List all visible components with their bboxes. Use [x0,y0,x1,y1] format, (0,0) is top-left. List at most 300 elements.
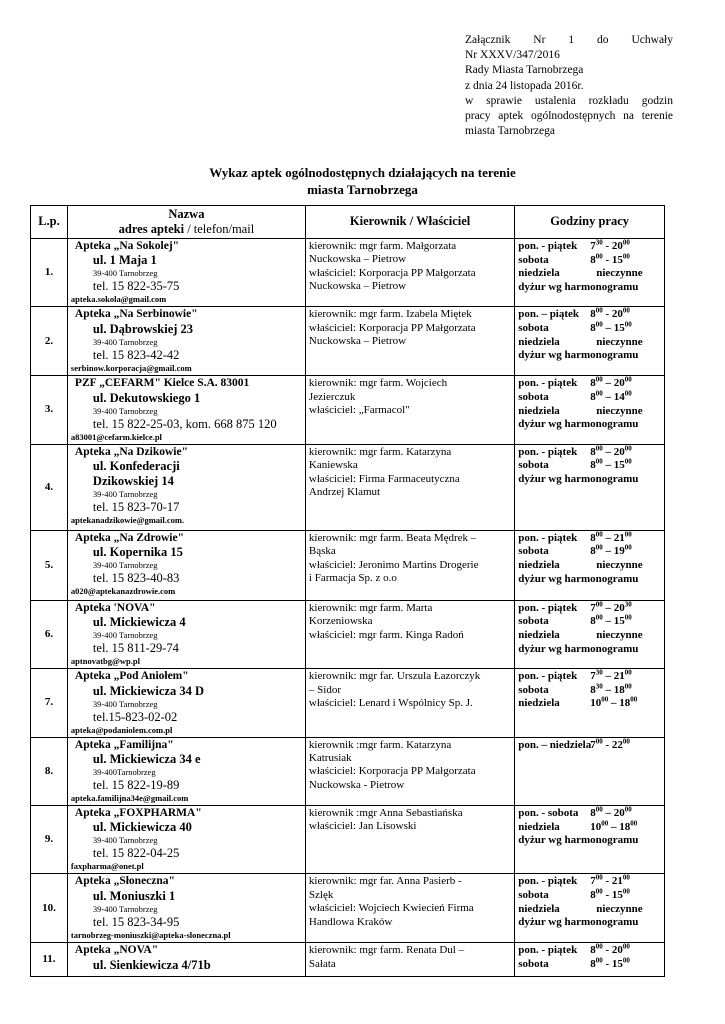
hours-day: pon. - piątek [518,240,578,252]
header-contact-label: / telefon/mail [184,222,255,236]
hours-to-min: 00 [624,805,632,814]
owner-cell [305,307,514,376]
owner-line: Korzeniowska [308,615,373,628]
hours-day: pon. - piątek [518,377,578,390]
pharmacy-email[interactable]: faxpharma@onet.pl [70,861,144,872]
pharmacy-cell [67,600,305,668]
hours-line [518,349,661,363]
hours-to-min: 00 [622,306,630,315]
owner-line: kierownik: mgr farm. Marta [308,601,433,614]
hours-day: sobota [518,545,549,558]
pharmacy-city: 39-400 Tarnobrzeg [92,903,158,914]
row-number: 11. [31,943,68,977]
hours-sep: – [602,683,614,696]
hours-from: 8 [590,377,596,390]
hours-to-min: 00 [622,736,630,745]
hours-line [518,532,661,546]
owner-line: kierownik: mgr farm. Katarzyna [308,445,452,458]
row-number: 2. [31,307,68,376]
pharmacy-cell [67,307,305,376]
resolution-reference [465,33,673,139]
row-number: 5. [31,530,68,600]
hours-cell [515,943,665,977]
owner-line: właściciel: Korporacja PP Małgorzata [308,266,476,279]
hours-to-min: 00 [630,818,638,827]
row-number: 9. [31,806,68,874]
owner-line: Nuckowska – Pietrow [308,335,407,348]
hours-line [518,875,661,889]
hours-day: pon. - piątek [518,944,578,957]
owner-cell [305,600,514,668]
owner-line: kierownik: mgr farm. Renata Dul – [308,944,465,957]
hours-from-min: 30 [595,238,603,247]
hours-line [518,459,661,473]
hours-from: 8 [590,807,596,820]
pharmacy-phone: tel. 15 823-34-95 [92,914,180,929]
table-row [31,737,665,805]
hours-from: 10 [590,697,602,710]
pharmacy-address: ul. Sienkiewicza 4/71b [92,957,211,972]
hours-to-min: 00 [624,530,632,539]
title-line: miasta Tarnobrzega [307,182,418,197]
hours-line [518,418,661,432]
hours-cell [515,600,665,668]
row-number: 7. [31,669,68,737]
pharmacy-email[interactable]: a020@aptekanazdrowie.com [70,586,176,597]
pharmacy-city: 39-400Tarnobrzeg [92,767,156,778]
hours-to-min: 30 [624,600,632,609]
hours-line [518,240,661,254]
hours-cell [515,307,665,376]
table-row [31,806,665,874]
pharmacy-email[interactable]: apteka@podaniolem.com.pl [70,724,173,735]
hours-line [518,251,661,268]
hours-text: dyżur wg harmonogramu [518,418,639,431]
pharmacy-name: Apteka „Słoneczna" [74,875,175,888]
hours-to: 18 [613,683,625,696]
hours-sep: – [608,820,620,833]
hours-day: pon. – piątek [518,308,580,321]
hours-cell [515,376,665,444]
owner-line: właściciel: Korporacja PP Małgorzata [308,321,476,334]
hours-from: 8 [590,615,596,628]
hours-sep: – [602,322,614,334]
hours-sep: - [602,875,612,888]
owner-cell [305,943,514,977]
table-row [31,669,665,737]
hours-line [518,377,661,391]
hours-to: 15 [613,459,625,472]
owner-cell [305,239,514,307]
hours-to-min: 00 [624,320,632,329]
hours-line [518,736,661,753]
hours-day: pon. - piątek [518,445,578,458]
owner-line: kierownik :mgr farm. Katarzyna [308,738,452,751]
hours-line [518,643,661,657]
hours-from: 8 [590,531,596,544]
hours-from: 8 [590,683,596,696]
pharmacy-city: 39-400 Tarnobrzeg [92,489,158,500]
header-line: miasta Tarnobrzega [465,125,555,138]
pharmacy-phone: tel. 15 822-35-75 [92,279,180,294]
hours-to-min: 00 [622,873,630,882]
hours-to: 21 [613,531,625,544]
hours-line [518,818,661,835]
row-number: 6. [31,600,68,668]
hours-text: dyżur wg harmonogramu [518,834,639,847]
hours-to: 15 [613,615,625,628]
hours-text: nieczynne [596,902,643,915]
hours-to: 18 [619,697,631,710]
pharmacy-address: ul. Konfederacji [92,459,180,474]
header-name-line1: Nazwa [168,207,205,221]
hours-from-min: 00 [595,873,603,882]
hours-to-min: 00 [622,238,630,247]
hours-day: niedziela [518,335,560,348]
table-header-row [31,206,665,239]
hours-from: 8 [590,545,596,558]
hours-text: dyżur wg harmonogramu [518,473,639,485]
pharmacy-city: 39-400 Tarnobrzeg [92,405,158,416]
hours-day: sobota [518,889,549,902]
owner-cell [305,669,514,737]
hours-to-min: 00 [622,251,630,260]
hours-from-min: 00 [595,251,603,260]
hours-text: dyżur wg harmonogramu [518,642,639,655]
hours-text: dyżur wg harmonogramu [518,916,639,929]
hours-line [518,958,661,972]
owner-line: Bąska [308,545,336,558]
hours-day: niedziela [518,404,560,417]
pharmacy-address: ul. Moniuszki 1 [92,888,176,903]
pharmacy-phone: tel. 15 822-04-25 [92,846,180,861]
pharmacy-phone: tel. 15 823-70-17 [92,500,180,515]
row-number: 10. [31,874,68,943]
pharmacy-name: PZF „CEFARM" Kielce S.A. 83001 [74,377,250,390]
pharmacy-cell [67,669,305,737]
row-number: 4. [31,444,68,530]
hours-cell [515,530,665,600]
hours-from-min: 00 [595,600,603,609]
hours-day: niedziela [518,697,560,710]
table-row [31,943,665,977]
header-line: z dnia 24 listopada 2016r. [465,79,584,92]
hours-from: 7 [590,738,596,751]
hours-line [518,559,661,573]
hours-sep: – [602,807,614,820]
owner-line: Nuckowska – Pietrow [308,280,407,293]
pharmacy-cell [67,444,305,530]
pharmacy-city: 39-400 Tarnobrzeg [92,336,158,347]
hours-from-min: 00 [601,818,609,827]
row-number: 3. [31,376,68,444]
hours-cell [515,806,665,874]
hours-to-min: 00 [630,695,638,704]
hours-to-min: 00 [622,942,630,951]
pharmacy-name: Apteka „Na Dzikowie" [74,445,188,458]
owner-line: Katrusiak [308,752,352,765]
header-name-line2 [71,222,302,237]
hours-to-min: 00 [624,444,632,453]
hours-day: niedziela [518,820,560,833]
pharmacy-address: ul. Dąbrowskiej 23 [92,321,194,336]
hours-to: 20 [611,944,623,957]
owner-line: Handlowa Kraków [308,915,393,928]
hours-to: 18 [619,820,631,833]
hours-line [518,267,661,281]
hours-from: 8 [590,391,596,403]
hours-line [518,336,661,350]
pharmacy-address: ul. Dekutowskiego 1 [92,390,201,405]
hours-day: pon. - sobota [518,807,579,820]
hours-text: dyżur wg harmonogramu [518,280,639,293]
hours-from: 8 [590,322,596,334]
owner-line: Nuckowska – Pietrow [308,253,407,266]
hours-from-min: 00 [595,375,603,384]
hours-line [518,684,661,698]
pharmacy-address: Dzikowskiej 14 [92,474,174,489]
pharmacy-email[interactable]: a83001@cefarm.kielce.pl [70,431,162,442]
hours-from: 7 [590,601,596,614]
pharmacy-phone: tel. 15 823-40-83 [92,571,180,586]
hours-from-min: 00 [595,306,603,315]
hours-day: pon. - piątek [518,531,578,544]
pharmacy-table [30,205,665,977]
header-line: Załącznik Nr 1 do Uchwały [465,34,673,46]
table-row [31,444,665,530]
pharmacy-name: Apteka 'NOVA" [74,601,156,614]
owner-line: kierownik: mgr far. Urszula Łazorczyk [308,670,481,683]
header-owner: Kierownik / Właściciel [305,206,514,239]
hours-text: nieczynne [596,267,643,280]
owner-line: kierownik: mgr far. Anna Pasierb - [308,875,462,888]
pharmacy-email[interactable]: aptnovatbg@wp.pl [70,656,141,667]
hours-sep: - [602,240,612,252]
pharmacy-city: 39-400 Tarnobrzeg [92,560,158,571]
hours-to: 21 [613,670,625,683]
pharmacy-city: 39-400 Tarnobrzeg [92,835,158,846]
owner-line: właściciel: „Farmacol" [308,404,410,417]
pharmacy-email[interactable]: apteka.familijna34e@gmail.com [70,793,189,804]
document-title [0,164,725,198]
hours-from-min: 30 [595,682,603,691]
hours-from: 8 [590,889,596,902]
hours-text: dyżur wg harmonogramu [518,572,639,585]
pharmacy-cell [67,806,305,874]
pharmacy-email[interactable]: apteka.sokola@gmail.com [70,294,167,305]
hours-from-min: 00 [595,613,603,622]
owner-cell [305,444,514,530]
owner-line: właściciel: Firma Farmaceutyczna [308,472,460,485]
hours-from-min: 00 [595,956,603,965]
hours-to-min: 00 [624,543,632,552]
hours-sep: – [608,697,620,710]
hours-line [518,573,661,587]
hours-to: 20 [613,601,625,614]
hours-sep: - [602,958,612,971]
pharmacy-address: ul. Mickiewicza 40 [92,820,192,835]
hours-line [518,602,661,616]
hours-sep: – [602,615,614,628]
hours-line [518,473,661,487]
hours-to-min: 00 [624,682,632,691]
hours-sep: - [602,944,612,957]
hours-day: sobota [518,322,549,334]
owner-cell [305,874,514,943]
owner-line: Szlęk [308,888,334,901]
hours-to-min: 00 [624,457,632,466]
row-number: 1. [31,239,68,307]
table-row [31,600,665,668]
pharmacy-address: ul. Mickiewicza 34 D [92,683,205,698]
hours-day: pon. – niedziela [518,738,592,751]
pharmacy-address: ul. 1 Maja 1 [92,253,157,268]
hours-line [518,944,661,958]
hours-from-min: 00 [595,942,603,951]
pharmacy-name: Apteka „NOVA" [74,944,159,957]
hours-cell [515,874,665,943]
owner-line: Jezierczuk [308,390,356,403]
owner-line: kierownik: mgr farm. Wojciech [308,377,448,390]
hours-to-min: 00 [624,389,632,398]
hours-to: 14 [613,391,625,403]
hours-day: niedziela [518,559,560,571]
hours-from-min: 00 [595,444,603,453]
pharmacy-phone: tel. 15 823-42-42 [92,347,180,362]
owner-line: właściciel: Lenard i Wspólnicy Sp. J. [308,697,473,710]
hours-line [518,903,661,917]
pharmacy-email[interactable]: tarnobrzeg-moniuszki@apteka-sloneczna.pl [70,929,231,940]
hours-to-min: 00 [622,887,630,896]
hours-to-min: 00 [624,613,632,622]
hours-sep: - [602,308,612,321]
hours-from-min: 30 [595,668,603,677]
hours-from: 8 [590,253,596,266]
hours-day: sobota [518,958,549,971]
hours-to: 15 [611,253,623,266]
hours-cell [515,239,665,307]
table-row [31,307,665,376]
pharmacy-email[interactable]: serbinow.korporacja@gmail.com [70,362,192,373]
hours-line [518,807,661,821]
hours-line [518,322,661,336]
header-hours: Godziny pracy [515,206,665,239]
owner-cell [305,530,514,600]
header-line: w sprawie ustalenia rozkładu godzin [465,94,673,107]
pharmacy-city: 39-400 Tarnobrzeg [92,698,158,709]
hours-from-min: 00 [595,805,603,814]
hours-line [518,889,661,903]
hours-day: sobota [518,683,549,696]
owner-line: – Sidor [308,683,342,696]
hours-day: sobota [518,615,549,628]
hours-from: 7 [590,670,596,683]
hours-line [518,545,661,559]
pharmacy-name: Apteka „Na Serbinowie" [74,308,198,321]
hours-line [518,405,661,419]
pharmacy-cell [67,874,305,943]
header-line: Nr XXXV/347/2016 [465,49,560,62]
hours-day: pon. - piątek [518,875,578,888]
owner-line: Kaniewska [308,459,358,472]
hours-from: 7 [590,240,596,252]
table-row [31,376,665,444]
hours-line [518,834,661,848]
owner-cell [305,806,514,874]
hours-day: sobota [518,391,549,403]
hours-to: 21 [611,875,623,888]
pharmacy-city: 39-400 Tarnobrzeg [92,268,158,279]
owner-line: właściciel: Wojciech Kwiecień Firma [308,902,474,915]
hours-sep: - [602,253,612,266]
table-row [31,874,665,943]
hours-line [518,308,661,322]
hours-from-min: 00 [595,389,603,398]
hours-sep: – [602,601,614,614]
pharmacy-city: 39-400 Tarnobrzeg [92,630,158,641]
hours-from-min: 00 [595,320,603,329]
hours-to: 22 [611,738,623,751]
hours-cell [515,444,665,530]
hours-line [518,629,661,643]
pharmacy-name: Apteka „Familijna" [74,738,174,751]
hours-text: nieczynne [596,629,643,641]
hours-sep: – [602,545,614,558]
hours-from: 10 [590,820,602,833]
hours-day: niedziela [518,267,560,280]
pharmacy-cell [67,530,305,600]
pharmacy-cell [67,239,305,307]
header-line: Rady Miasta Tarnobrzega [465,64,584,77]
owner-line: właściciel: Jan Lisowski [308,820,417,833]
hours-sep: – [602,531,614,544]
owner-line: Andrzej Klamut [308,486,381,499]
table-row [31,530,665,600]
hours-to: 15 [613,322,625,334]
hours-from: 8 [590,445,596,458]
hours-to: 15 [611,958,623,971]
pharmacy-name: Apteka „FOXPHARMA" [74,807,202,820]
owner-line: Nuckowska - Pietrow [308,778,405,791]
hours-sep: – [602,377,614,390]
pharmacy-address: ul. Kopernika 15 [92,545,183,560]
hours-text: nieczynne [596,335,643,348]
hours-line [518,670,661,684]
hours-day: pon. - piątek [518,670,578,683]
header-line: pracy aptek ogólnodostępnych na terenie [465,110,673,123]
hours-from: 8 [590,958,596,971]
hours-day: niedziela [518,629,560,641]
owner-cell [305,376,514,444]
hours-to: 20 [613,445,625,458]
hours-line [518,391,661,405]
hours-from: 8 [590,308,596,321]
hours-from-min: 00 [595,543,603,552]
hours-to: 20 [611,308,623,321]
owner-cell [305,737,514,805]
hours-cell [515,737,665,805]
hours-line [518,615,661,629]
owner-line: kierownik: mgr farm. Izabela Miętek [308,308,472,321]
pharmacy-email[interactable]: aptekanadzikowie@gmail.com. [70,515,185,526]
hours-from: 8 [590,944,596,957]
pharmacy-phone: tel. 15 811-29-74 [92,641,179,656]
hours-to: 20 [613,807,625,820]
hours-text: nieczynne [596,404,643,417]
owner-line: kierownik: mgr farm. Małgorzata [308,240,457,252]
hours-to: 19 [613,545,625,558]
hours-sep: – [602,391,614,403]
